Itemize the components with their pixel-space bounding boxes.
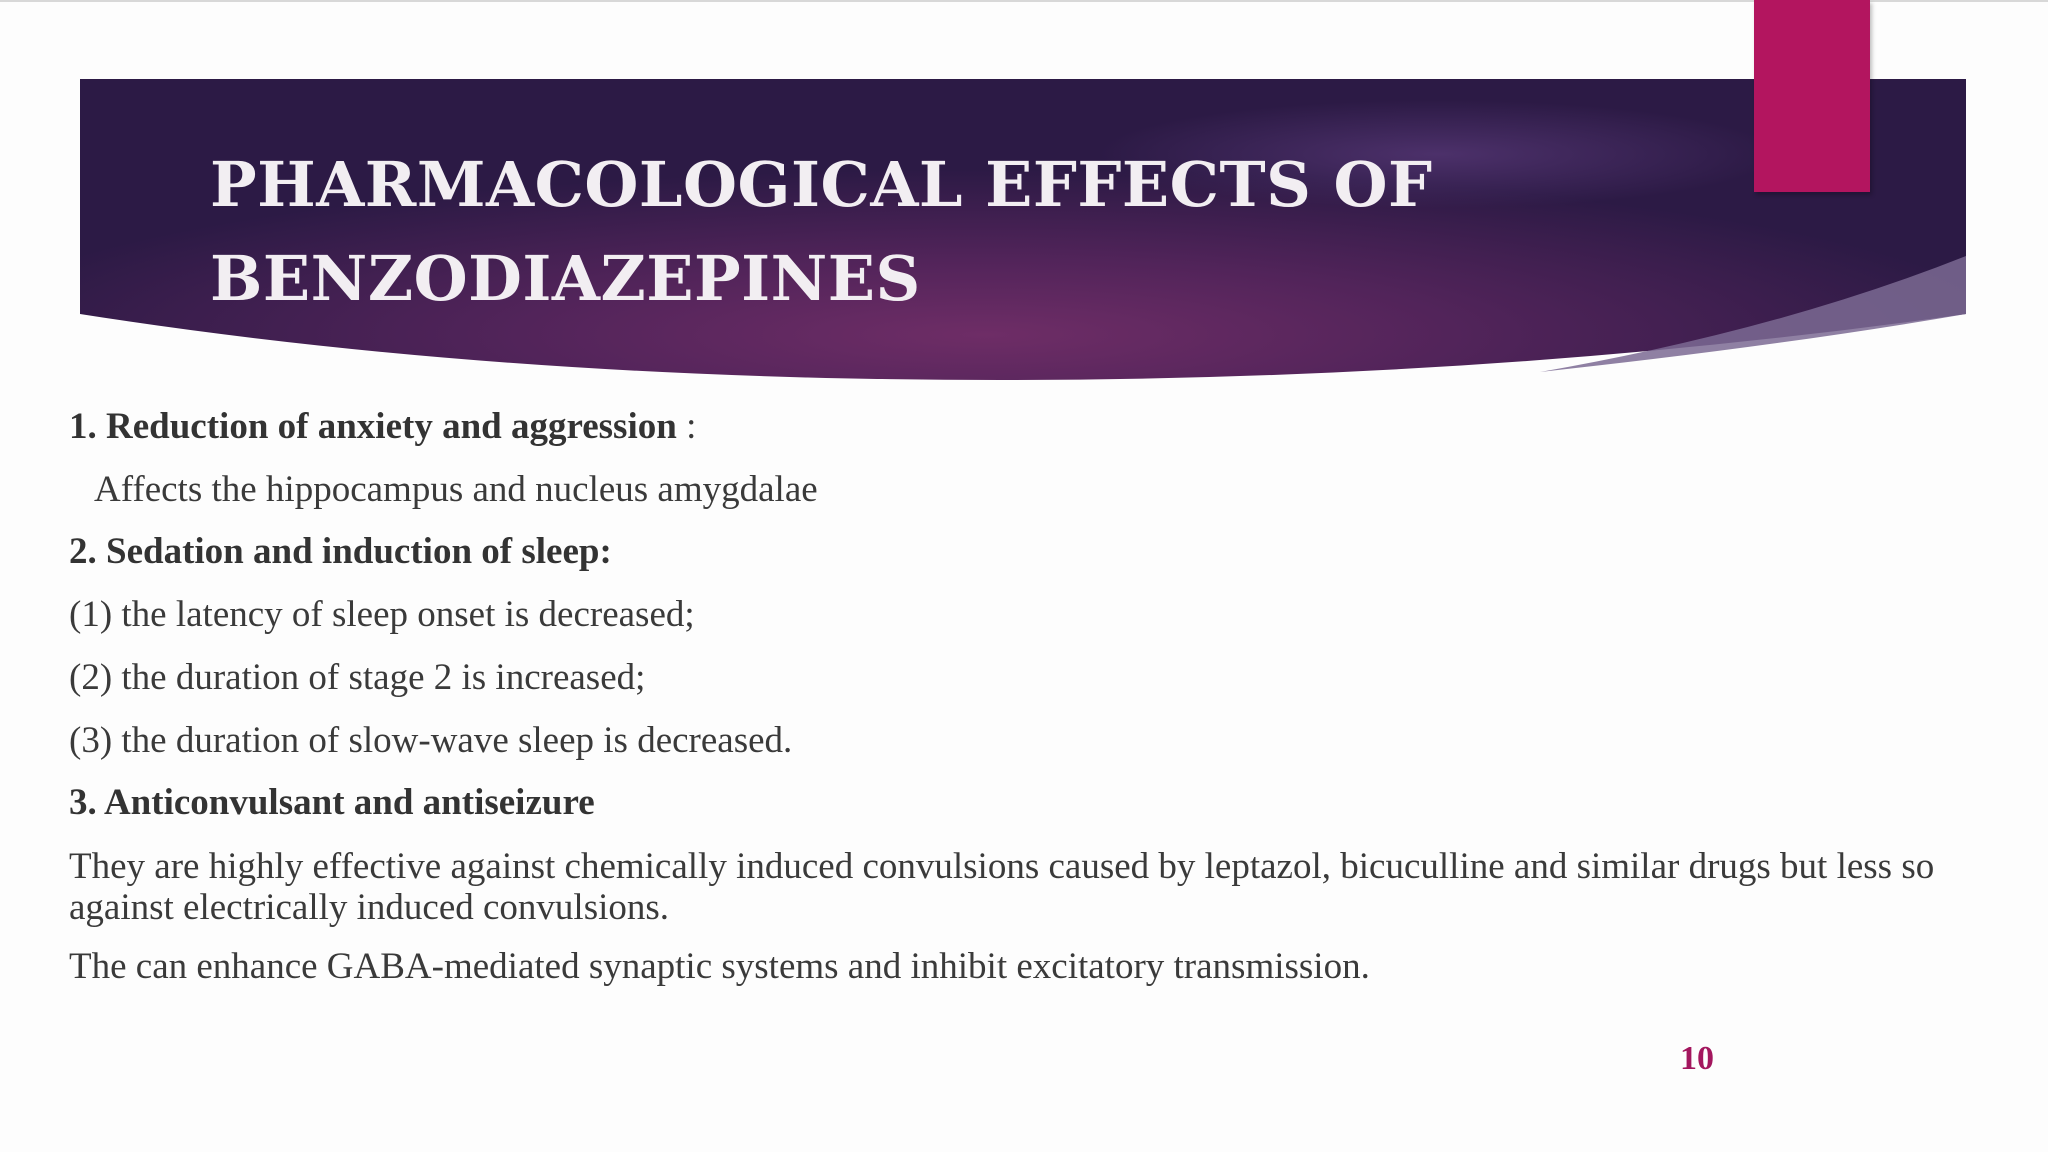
sedation-item-1: (1) the latency of sleep onset is decreased; bbox=[69, 594, 695, 635]
anticonvulsant-para-2: The can enhance GABA-mediated synaptic systems and inhibit excitatory transmission. bbox=[69, 946, 1370, 987]
heading-anxiety-tail: : bbox=[676, 406, 697, 447]
heading-sedation bbox=[69, 531, 612, 573]
page-number: 10 bbox=[1680, 1040, 1714, 1077]
slide-title bbox=[210, 138, 1710, 326]
heading-anxiety-bold: 1. Reduction of anxiety and aggression bbox=[69, 406, 677, 447]
heading-sedation-bold: 2. Sedation and induction of sleep: bbox=[69, 531, 612, 572]
title-line-1: PHARMACOLOGICAL EFFECTS OF bbox=[210, 148, 1433, 221]
heading-anticonvulsant bbox=[69, 782, 595, 824]
sedation-item-2: (2) the duration of stage 2 is increased; bbox=[69, 657, 646, 698]
sedation-item-3: (3) the duration of slow-wave sleep is decreased. bbox=[69, 720, 793, 761]
anxiety-detail: Affects the hippocampus and nucleus amygdalae bbox=[94, 469, 818, 510]
accent-tab bbox=[1754, 0, 1870, 192]
title-line-2: BENZODIAZEPINES bbox=[210, 242, 921, 315]
heading-anticonvulsant-bold: 3. Anticonvulsant and antiseizure bbox=[69, 782, 595, 823]
anticonvulsant-para-1: They are highly effective against chemically induced convulsions caused by leptazol, bicuculline and similar drugs but less so against electrically induced convulsions. bbox=[69, 846, 1935, 928]
heading-anxiety bbox=[69, 406, 696, 448]
